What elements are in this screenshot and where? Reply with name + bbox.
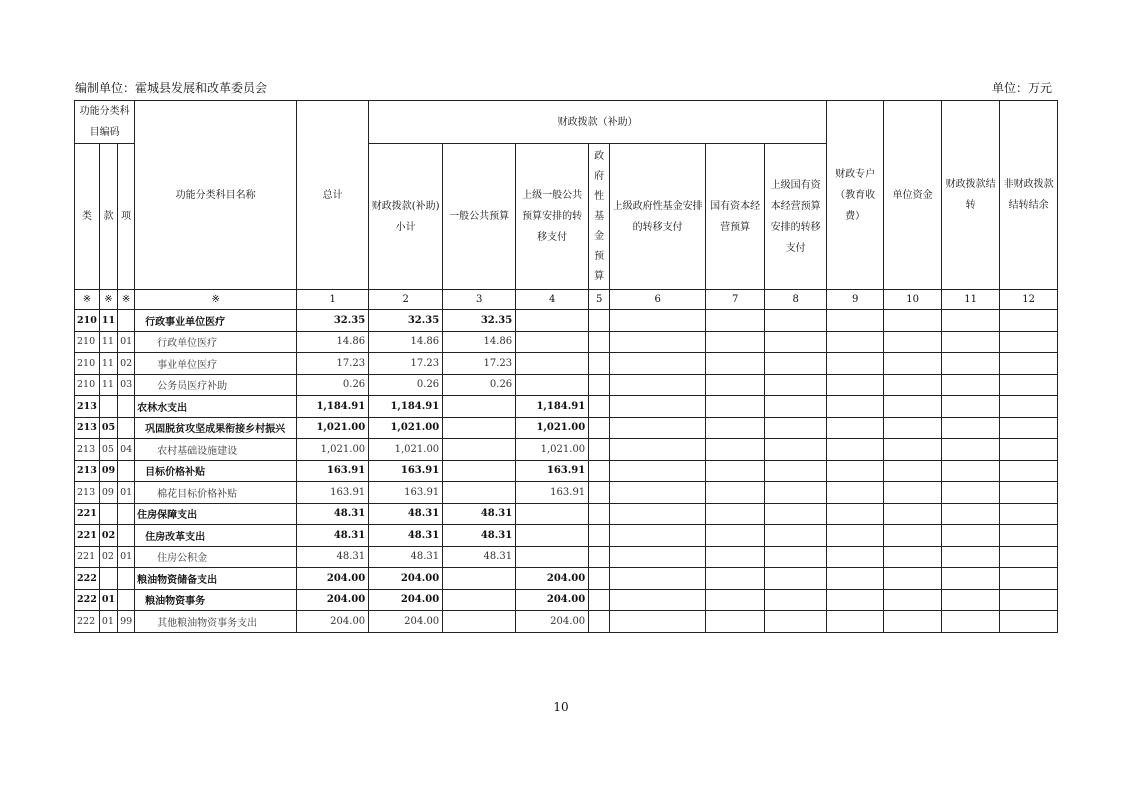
- amount-cell: [706, 331, 765, 353]
- amount-cell: [884, 374, 942, 396]
- code-lei-cell: 221: [75, 546, 100, 568]
- amount-cell: [884, 525, 942, 547]
- subject-name-cell: 目标价格补贴: [135, 460, 297, 482]
- amount-cell: [1000, 439, 1058, 461]
- amount-cell: 204.00: [297, 611, 369, 633]
- amount-cell: [765, 439, 827, 461]
- amount-cell: [610, 331, 706, 353]
- amount-cell: [589, 482, 610, 504]
- amount-cell: [884, 589, 942, 611]
- amount-cell: [884, 417, 942, 439]
- code-kuan-cell: [99, 396, 117, 418]
- subject-name-cell: 巩固脱贫攻坚成果衔接乡村振兴: [135, 417, 297, 439]
- code-lei-cell: 210: [75, 353, 100, 375]
- amount-cell: [884, 331, 942, 353]
- code-xiang-cell: 01: [118, 546, 135, 568]
- column-number-cell: 10: [884, 290, 942, 310]
- code-kuan-cell: 11: [99, 331, 117, 353]
- amount-cell: [942, 503, 1000, 525]
- amount-cell: [765, 611, 827, 633]
- code-xiang-cell: 99: [118, 611, 135, 633]
- table-row: [75, 503, 1058, 525]
- amount-cell: [610, 353, 706, 375]
- amount-cell: [827, 353, 884, 375]
- code-lei-cell: 213: [75, 417, 100, 439]
- amount-cell: 1,184.91: [516, 396, 589, 418]
- amount-cell: [1000, 374, 1058, 396]
- amount-cell: [884, 460, 942, 482]
- subject-name-cell: 住房公积金: [135, 546, 297, 568]
- amount-cell: [765, 503, 827, 525]
- table-row: [75, 568, 1058, 590]
- code-xiang-cell: [118, 568, 135, 590]
- amount-cell: 1,184.91: [369, 396, 443, 418]
- amount-cell: [1000, 568, 1058, 590]
- amount-cell: [765, 482, 827, 504]
- subject-name-cell: 农村基础设施建设: [135, 439, 297, 461]
- amount-cell: 163.91: [516, 482, 589, 504]
- total-header: 总计: [297, 101, 369, 290]
- amount-cell: [827, 589, 884, 611]
- amount-cell: [942, 460, 1000, 482]
- code-kuan-cell: 11: [99, 310, 117, 332]
- upper-capital-transfer-header: 上级国有资本经营预算安排的转移支付: [765, 144, 827, 290]
- code-kuan-cell: [99, 568, 117, 590]
- code-kuan-cell: 02: [99, 525, 117, 547]
- amount-cell: [610, 396, 706, 418]
- amount-cell: [589, 611, 610, 633]
- amount-cell: [1000, 482, 1058, 504]
- amount-cell: [610, 546, 706, 568]
- code-lei-cell: 210: [75, 374, 100, 396]
- column-number-cell: 6: [610, 290, 706, 310]
- amount-cell: 0.26: [369, 374, 443, 396]
- amount-cell: 48.31: [297, 503, 369, 525]
- amount-cell: [516, 503, 589, 525]
- amount-cell: [765, 331, 827, 353]
- amount-cell: [1000, 525, 1058, 547]
- general-budget-header: 一般公共预算: [443, 144, 516, 290]
- state-capital-header: 国有资本经营预算: [706, 144, 765, 290]
- amount-cell: 17.23: [369, 353, 443, 375]
- amount-cell: [827, 568, 884, 590]
- amount-cell: 204.00: [516, 611, 589, 633]
- code-xiang-cell: [118, 460, 135, 482]
- column-number-cell: ※: [99, 290, 117, 310]
- amount-cell: [589, 460, 610, 482]
- code-kuan-cell: 11: [99, 374, 117, 396]
- fiscal-carryover-header: 财政拨款结转: [942, 101, 1000, 290]
- table-row: [75, 353, 1058, 375]
- fiscal-subtotal-header: 财政拨款(补助)小计: [369, 144, 443, 290]
- code-kuan-cell: 09: [99, 482, 117, 504]
- amount-cell: [443, 482, 516, 504]
- amount-cell: [1000, 546, 1058, 568]
- code-xiang-cell: [118, 417, 135, 439]
- amount-cell: [589, 374, 610, 396]
- amount-cell: [589, 568, 610, 590]
- amount-cell: [942, 439, 1000, 461]
- table-row: [75, 525, 1058, 547]
- kuan-header: 款: [99, 144, 117, 290]
- amount-cell: [827, 611, 884, 633]
- column-number-cell: 4: [516, 290, 589, 310]
- amount-cell: [884, 353, 942, 375]
- subject-name-cell: 粮油物资储备支出: [135, 568, 297, 590]
- code-lei-cell: 213: [75, 482, 100, 504]
- column-number-cell: 9: [827, 290, 884, 310]
- column-number-cell: 3: [443, 290, 516, 310]
- amount-cell: [706, 568, 765, 590]
- amount-cell: [1000, 611, 1058, 633]
- code-kuan-cell: 02: [99, 546, 117, 568]
- amount-cell: [706, 546, 765, 568]
- amount-cell: [706, 611, 765, 633]
- amount-cell: 204.00: [369, 589, 443, 611]
- amount-cell: [1000, 331, 1058, 353]
- table-row: [75, 417, 1058, 439]
- amount-cell: [589, 331, 610, 353]
- code-xiang-cell: 03: [118, 374, 135, 396]
- amount-cell: 32.35: [297, 310, 369, 332]
- subject-name-cell: 行政事业单位医疗: [135, 310, 297, 332]
- amount-cell: [610, 568, 706, 590]
- amount-cell: [1000, 353, 1058, 375]
- amount-cell: [706, 482, 765, 504]
- amount-cell: 163.91: [369, 460, 443, 482]
- code-kuan-cell: 05: [99, 417, 117, 439]
- amount-cell: 17.23: [297, 353, 369, 375]
- amount-cell: [942, 396, 1000, 418]
- amount-cell: 48.31: [297, 525, 369, 547]
- amount-cell: [516, 310, 589, 332]
- code-xiang-cell: 04: [118, 439, 135, 461]
- code-xiang-cell: [118, 396, 135, 418]
- amount-cell: 204.00: [516, 589, 589, 611]
- code-lei-cell: 222: [75, 568, 100, 590]
- amount-cell: 32.35: [443, 310, 516, 332]
- issuing-unit-label: 编制单位：霍城县发展和改革委员会: [75, 81, 268, 95]
- edu-fee-header: 财政专户（教育收费）: [827, 101, 884, 290]
- code-kuan-cell: 09: [99, 460, 117, 482]
- code-xiang-cell: [118, 589, 135, 611]
- amount-cell: [765, 460, 827, 482]
- page-number: 10: [553, 700, 569, 714]
- amount-cell: [589, 546, 610, 568]
- code-xiang-cell: [118, 525, 135, 547]
- amount-cell: [706, 460, 765, 482]
- amount-cell: [443, 439, 516, 461]
- amount-cell: [1000, 417, 1058, 439]
- amount-cell: 204.00: [369, 611, 443, 633]
- amount-cell: 48.31: [443, 503, 516, 525]
- code-lei-cell: 222: [75, 589, 100, 611]
- amount-cell: 48.31: [369, 525, 443, 547]
- amount-cell: [827, 460, 884, 482]
- column-number-cell: 1: [297, 290, 369, 310]
- table-row: [75, 482, 1058, 504]
- amount-cell: 1,021.00: [369, 439, 443, 461]
- amount-cell: [827, 310, 884, 332]
- upper-general-transfer-header: 上级一般公共预算安排的转移支付: [516, 144, 589, 290]
- amount-cell: [942, 374, 1000, 396]
- amount-cell: 0.26: [443, 374, 516, 396]
- amount-cell: [827, 439, 884, 461]
- column-number-cell: ※: [75, 290, 100, 310]
- amount-cell: [516, 331, 589, 353]
- amount-cell: 48.31: [443, 525, 516, 547]
- amount-cell: 48.31: [369, 503, 443, 525]
- amount-cell: 1,021.00: [297, 439, 369, 461]
- amount-cell: [589, 439, 610, 461]
- amount-cell: [884, 546, 942, 568]
- amount-cell: [827, 525, 884, 547]
- amount-cell: 32.35: [369, 310, 443, 332]
- amount-cell: [443, 589, 516, 611]
- subject-name-cell: 事业单位医疗: [135, 353, 297, 375]
- amount-cell: [706, 353, 765, 375]
- subject-name-cell: 其他粮油物资事务支出: [135, 611, 297, 633]
- column-number-cell: 12: [1000, 290, 1058, 310]
- subject-name-cell: 公务员医疗补助: [135, 374, 297, 396]
- amount-cell: [706, 310, 765, 332]
- table-row: [75, 589, 1058, 611]
- code-xiang-cell: 01: [118, 482, 135, 504]
- amount-cell: [942, 331, 1000, 353]
- unit-fund-header: 单位资金: [884, 101, 942, 290]
- amount-cell: [884, 482, 942, 504]
- nonfiscal-carryover-header: 非财政拨款结转结余: [1000, 101, 1058, 290]
- amount-cell: 1,021.00: [516, 417, 589, 439]
- code-xiang-cell: [118, 503, 135, 525]
- table-row: [75, 331, 1058, 353]
- amount-cell: [706, 417, 765, 439]
- amount-cell: [610, 482, 706, 504]
- code-group-header: 功能分类科目编码: [75, 101, 135, 144]
- amount-cell: [443, 396, 516, 418]
- amount-cell: [589, 353, 610, 375]
- column-number-cell: ※: [118, 290, 135, 310]
- amount-cell: [610, 503, 706, 525]
- code-lei-cell: 222: [75, 611, 100, 633]
- upper-fund-transfer-header: 上级政府性基金安排的转移支付: [610, 144, 706, 290]
- amount-cell: 204.00: [516, 568, 589, 590]
- amount-cell: [610, 589, 706, 611]
- table-row: [75, 611, 1058, 633]
- amount-cell: 204.00: [297, 589, 369, 611]
- amount-cell: [516, 525, 589, 547]
- amount-cell: [706, 374, 765, 396]
- amount-cell: 14.86: [443, 331, 516, 353]
- amount-cell: [942, 589, 1000, 611]
- code-lei-cell: 213: [75, 439, 100, 461]
- code-kuan-cell: 05: [99, 439, 117, 461]
- amount-cell: [765, 396, 827, 418]
- amount-cell: [1000, 503, 1058, 525]
- amount-cell: [827, 482, 884, 504]
- amount-cell: 48.31: [297, 546, 369, 568]
- name-header: 功能分类科目名称: [135, 101, 297, 290]
- amount-cell: [942, 353, 1000, 375]
- column-number-row: [75, 290, 1058, 310]
- amount-cell: [610, 310, 706, 332]
- amount-cell: [765, 546, 827, 568]
- amount-cell: 204.00: [297, 568, 369, 590]
- amount-cell: 48.31: [443, 546, 516, 568]
- amount-cell: [942, 525, 1000, 547]
- amount-cell: [516, 353, 589, 375]
- subject-name-cell: 粮油物资事务: [135, 589, 297, 611]
- subject-name-cell: 棉花目标价格补贴: [135, 482, 297, 504]
- amount-cell: [827, 503, 884, 525]
- column-number-cell: 5: [589, 290, 610, 310]
- amount-cell: [610, 525, 706, 547]
- amount-cell: [516, 546, 589, 568]
- amount-cell: 204.00: [369, 568, 443, 590]
- column-number-cell: ※: [135, 290, 297, 310]
- code-xiang-cell: [118, 310, 135, 332]
- amount-cell: [706, 503, 765, 525]
- amount-cell: [884, 310, 942, 332]
- amount-cell: [610, 460, 706, 482]
- amount-cell: 163.91: [297, 460, 369, 482]
- gov-fund-header: 政府性基金预算: [589, 144, 610, 290]
- amount-cell: 14.86: [369, 331, 443, 353]
- amount-cell: [610, 417, 706, 439]
- amount-cell: [1000, 310, 1058, 332]
- amount-cell: [884, 396, 942, 418]
- xiang-header: 项: [118, 144, 135, 290]
- amount-cell: [942, 611, 1000, 633]
- amount-cell: [706, 525, 765, 547]
- amount-cell: [443, 611, 516, 633]
- amount-cell: [706, 396, 765, 418]
- amount-cell: [884, 439, 942, 461]
- amount-cell: [610, 439, 706, 461]
- amount-cell: 48.31: [369, 546, 443, 568]
- amount-cell: [942, 568, 1000, 590]
- table-row: [75, 310, 1058, 332]
- amount-cell: [589, 525, 610, 547]
- subject-name-cell: 住房保障支出: [135, 503, 297, 525]
- amount-cell: [827, 331, 884, 353]
- amount-cell: [884, 568, 942, 590]
- code-xiang-cell: 02: [118, 353, 135, 375]
- amount-cell: 1,021.00: [297, 417, 369, 439]
- amount-cell: [827, 417, 884, 439]
- amount-cell: [589, 310, 610, 332]
- lei-header: 类: [75, 144, 100, 290]
- amount-cell: [884, 611, 942, 633]
- amount-cell: 1,184.91: [297, 396, 369, 418]
- column-number-cell: 11: [942, 290, 1000, 310]
- amount-cell: [765, 353, 827, 375]
- amount-cell: [942, 482, 1000, 504]
- code-lei-cell: 210: [75, 331, 100, 353]
- table-row: [75, 460, 1058, 482]
- amount-cell: [827, 546, 884, 568]
- amount-cell: [765, 568, 827, 590]
- column-number-cell: 8: [765, 290, 827, 310]
- amount-cell: [443, 417, 516, 439]
- code-kuan-cell: 11: [99, 353, 117, 375]
- amount-cell: [589, 417, 610, 439]
- amount-cell: [1000, 460, 1058, 482]
- amount-cell: [765, 589, 827, 611]
- amount-cell: [589, 589, 610, 611]
- table-row: [75, 546, 1058, 568]
- table-row: [75, 439, 1058, 461]
- code-kuan-cell: [99, 503, 117, 525]
- amount-cell: [884, 503, 942, 525]
- amount-cell: 163.91: [297, 482, 369, 504]
- amount-cell: [942, 417, 1000, 439]
- subject-name-cell: 行政单位医疗: [135, 331, 297, 353]
- code-lei-cell: 221: [75, 503, 100, 525]
- amount-cell: 1,021.00: [516, 439, 589, 461]
- amount-cell: [765, 310, 827, 332]
- amount-cell: [765, 374, 827, 396]
- code-lei-cell: 221: [75, 525, 100, 547]
- amount-cell: [827, 396, 884, 418]
- amount-cell: [443, 460, 516, 482]
- code-kuan-cell: 01: [99, 589, 117, 611]
- amount-cell: [589, 396, 610, 418]
- amount-cell: [765, 525, 827, 547]
- amount-cell: [942, 310, 1000, 332]
- amount-cell: [610, 374, 706, 396]
- amount-cell: [1000, 589, 1058, 611]
- amount-cell: 163.91: [369, 482, 443, 504]
- amount-cell: [443, 568, 516, 590]
- amount-cell: [589, 503, 610, 525]
- amount-cell: 17.23: [443, 353, 516, 375]
- column-number-cell: 2: [369, 290, 443, 310]
- subject-name-cell: 住房改革支出: [135, 525, 297, 547]
- code-lei-cell: 210: [75, 310, 100, 332]
- amount-cell: [610, 611, 706, 633]
- code-lei-cell: 213: [75, 396, 100, 418]
- budget-table: [74, 100, 1058, 633]
- code-lei-cell: 213: [75, 460, 100, 482]
- amount-cell: [765, 417, 827, 439]
- table-row: [75, 374, 1058, 396]
- amount-cell: [942, 546, 1000, 568]
- amount-cell: 163.91: [516, 460, 589, 482]
- amount-cell: [827, 374, 884, 396]
- amount-cell: [706, 589, 765, 611]
- subject-name-cell: 农林水支出: [135, 396, 297, 418]
- table-row: [75, 396, 1058, 418]
- amount-cell: 0.26: [297, 374, 369, 396]
- amount-cell: 1,021.00: [369, 417, 443, 439]
- column-number-cell: 7: [706, 290, 765, 310]
- amount-cell: [706, 439, 765, 461]
- code-kuan-cell: 01: [99, 611, 117, 633]
- amount-cell: [516, 374, 589, 396]
- fiscal-group-header: 财政拨款（补助）: [369, 101, 827, 144]
- amount-cell: 14.86: [297, 331, 369, 353]
- currency-unit-label: 单位：万元: [991, 81, 1052, 95]
- amount-cell: [1000, 396, 1058, 418]
- code-xiang-cell: 01: [118, 331, 135, 353]
